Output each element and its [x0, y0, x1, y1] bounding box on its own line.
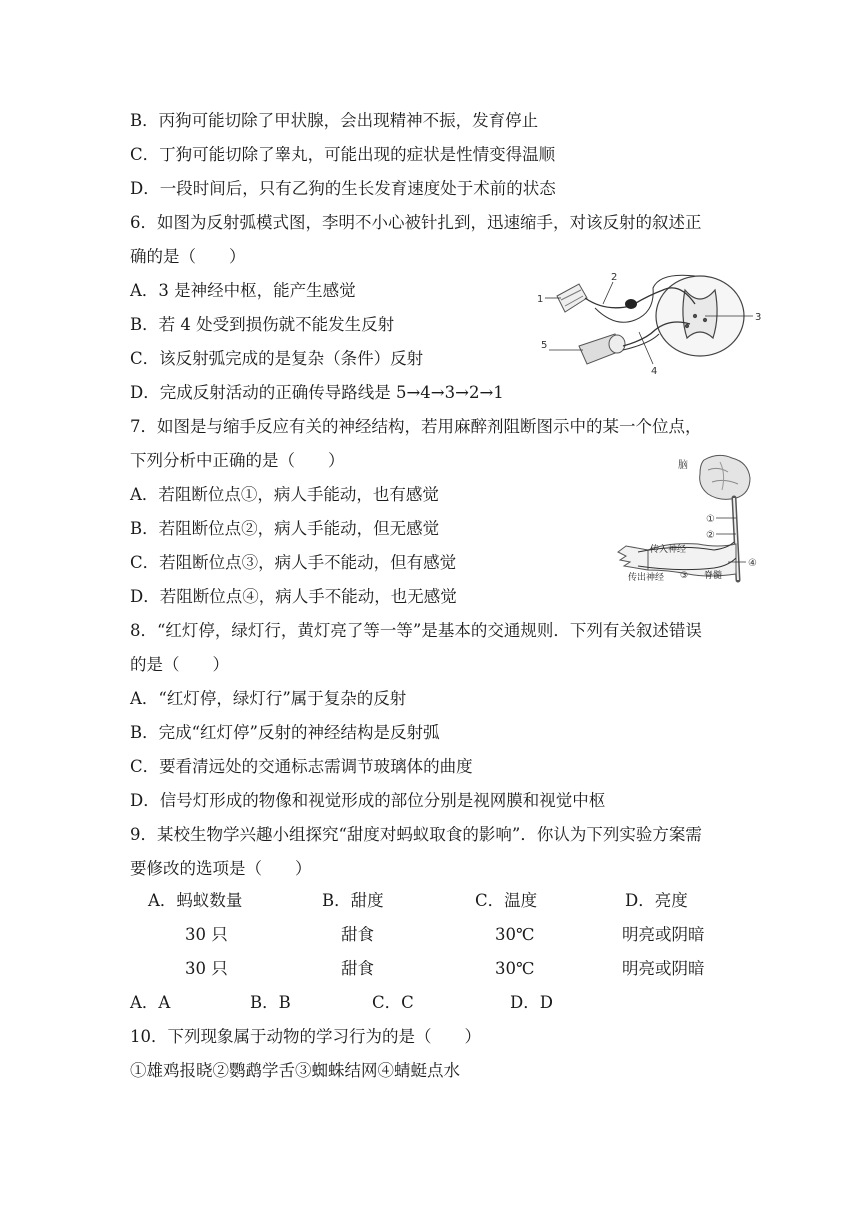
q9-row2-b: 甜食 — [341, 959, 374, 978]
question-8-option-d: D．信号灯形成的物像和视觉形成的部位分别是视网膜和视觉中枢 — [130, 791, 606, 810]
fig2-marker-4: ④ — [748, 558, 757, 569]
question-7-stem-2: 下列分析中正确的是（ ） — [130, 451, 345, 470]
fig1-label-3: 3 — [755, 312, 762, 323]
question-8-option-c: C．要看清远处的交通标志需调节玻璃体的曲度 — [130, 757, 473, 776]
option-6b-prev: B．丙狗可能切除了甲状腺，会出现精神不振，发育停止 — [130, 111, 539, 130]
q9-row2-a: 30 只 — [185, 959, 228, 978]
question-10-items: ①雄鸡报晓②鹦鹉学舌③蜘蛛结网④蜻蜓点水 — [130, 1061, 460, 1080]
fig1-label-1: 1 — [537, 294, 544, 305]
question-7-option-a: A．若阻断位点①，病人手能动，也有感觉 — [130, 485, 439, 504]
question-6-option-c: C．该反射弧完成的是复杂（条件）反射 — [130, 349, 424, 368]
afferent-nerve-label: 传入神经 — [650, 545, 687, 555]
question-6-option-b: B．若 4 处受到损伤就不能发生反射 — [130, 315, 395, 334]
q9-header-b: B．甜度 — [322, 891, 384, 910]
question-6-stem-1: 6．如图为反射弧模式图，李明不小心被针扎到，迅速缩手，对该反射的叙述正 — [130, 213, 702, 232]
option-6c-prev: C．丁狗可能切除了睾丸，可能出现的症状是性情变得温顺 — [130, 145, 556, 164]
q9-header-d: D．亮度 — [625, 891, 688, 910]
efferent-nerve-label: 传出神经 — [628, 573, 665, 583]
q9-option-c: C．C — [372, 993, 414, 1012]
fig1-label-4: 4 — [651, 366, 658, 377]
question-8-option-b: B．完成“红灯停”反射的神经结构是反射弧 — [130, 723, 440, 742]
spinal-cord-label: 脊髓 — [704, 571, 723, 581]
q9-row1-d: 明亮或阴暗 — [622, 925, 705, 944]
question-7-option-b: B．若阻断位点②，病人手能动，但无感觉 — [130, 519, 440, 538]
q9-row2-d: 明亮或阴暗 — [622, 959, 705, 978]
fig2-marker-1: ① — [706, 514, 715, 525]
question-9-stem-2: 要修改的选项是（ ） — [130, 859, 312, 878]
q9-row1-b: 甜食 — [341, 925, 374, 944]
q9-header-a: A．蚂蚁数量 — [148, 891, 243, 910]
brain-shape — [700, 455, 750, 499]
reflex-arc-figure — [535, 268, 770, 378]
q9-option-a: A．A — [130, 993, 171, 1012]
question-7-option-d: D．若阻断位点④，病人手不能动，也无感觉 — [130, 587, 457, 606]
receptor-block — [557, 284, 587, 312]
effector-block — [579, 334, 625, 364]
fig2-marker-2: ② — [706, 530, 715, 541]
question-7-option-c: C．若阻断位点③，病人手不能动，但有感觉 — [130, 553, 457, 572]
question-8-stem-2: 的是（ ） — [130, 655, 229, 674]
fig2-marker-3: ③ — [680, 571, 689, 581]
q9-option-b: B．B — [250, 993, 291, 1012]
q9-row2-c: 30℃ — [495, 959, 535, 978]
brain-label: 脑 — [678, 460, 688, 471]
question-9-stem-1: 9．某校生物学兴趣小组探究“甜度对蚂蚁取食的影响”．你认为下列实验方案需 — [130, 825, 702, 844]
ganglion — [625, 299, 637, 309]
q9-header-c: C．温度 — [475, 891, 538, 910]
q9-option-d: D．D — [510, 993, 553, 1012]
fig1-label-5: 5 — [541, 340, 548, 351]
option-6d-prev: D．一段时间后，只有乙狗的生长发育速度处于术前的状态 — [130, 179, 556, 198]
question-6-option-d: D．完成反射活动的正确传导路线是 5→4→3→2→1 — [130, 383, 504, 402]
fig1-label-2: 2 — [611, 272, 618, 283]
q9-row1-c: 30℃ — [495, 925, 535, 944]
reflex-arc-diagram — [535, 268, 770, 378]
question-8-option-a: A．“红灯停，绿灯行”属于复杂的反射 — [130, 689, 407, 708]
question-7-stem-1: 7．如图是与缩手反应有关的神经结构，若用麻醉剂阻断图示中的某一个位点， — [130, 417, 702, 436]
question-6-stem-2: 确的是（ ） — [130, 247, 246, 266]
question-10-stem: 10．下列现象属于动物的学习行为的是（ ） — [130, 1027, 481, 1046]
question-8-stem-1: 8．“红灯停，绿灯行，黄灯亮了等一等”是基本的交通规则．下列有关叙述错误 — [130, 621, 702, 640]
q9-row1-a: 30 只 — [185, 925, 228, 944]
withdrawal-reflex-diagram — [608, 452, 768, 586]
withdrawal-reflex-figure — [608, 452, 768, 586]
question-6-option-a: A．3 是神经中枢，能产生感觉 — [130, 281, 356, 300]
